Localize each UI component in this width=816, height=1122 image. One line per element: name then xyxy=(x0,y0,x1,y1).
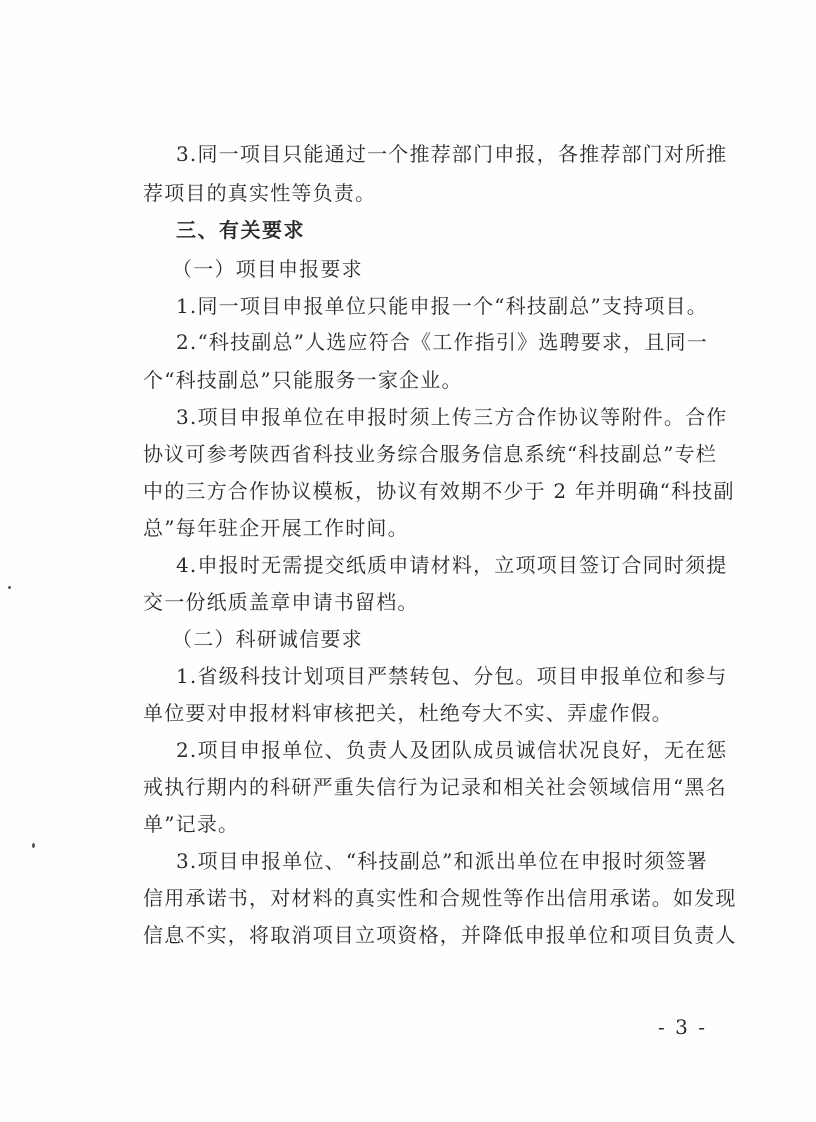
paragraph-line: 信息不实，将取消项目立项资格，并降低申报单位和项目负责人 xyxy=(143,923,737,947)
paragraph-line: 个“科技副总”只能服务一家企业。 xyxy=(143,368,463,392)
paragraph-line: 4.申报时无需提交纸质申请材料，立项项目签订合同时须提 xyxy=(176,553,728,577)
subsection-heading: （二）科研诚信要求 xyxy=(172,627,363,651)
paragraph-line: 荐项目的真实性等负责。 xyxy=(143,181,377,205)
subsection-heading: （一）项目申报要求 xyxy=(172,257,363,281)
paragraph-line: 3.项目申报单位在申报时须上传三方合作协议等附件。合作 xyxy=(176,405,728,429)
paragraph-line: 交一份纸质盖章申请书留档。 xyxy=(143,590,419,614)
section-heading: 三、有关要求 xyxy=(176,218,305,242)
paragraph-line: 1.同一项目申报单位只能申报一个“科技副总”支持项目。 xyxy=(176,294,708,318)
paragraph-line: 戒执行期内的科研严重失信行为记录和相关社会领域信用“黑名 xyxy=(143,775,727,799)
paragraph-line: 3.项目申报单位、“科技副总”和派出单位在申报时须签署 xyxy=(176,849,708,873)
scan-speck xyxy=(8,586,11,589)
paragraph-line: 单位要对申报材料审核把关，杜绝夸大不实、弄虚作假。 xyxy=(143,701,673,725)
paragraph-line: 单”记录。 xyxy=(143,812,240,836)
paragraph-line: 2.项目申报单位、负责人及团队成员诚信状况良好，无在惩 xyxy=(176,738,728,762)
paragraph-line: 信用承诺书，对材料的真实性和合规性等作出信用承诺。如发现 xyxy=(143,886,737,910)
paragraph-line: 协议可参考陕西省科技业务综合服务信息系统“科技副总”专栏 xyxy=(143,442,718,466)
scan-speck xyxy=(32,843,35,848)
paragraph-line: 3.同一项目只能通过一个推荐部门申报，各推荐部门对所推 xyxy=(176,142,728,166)
page-number: - 3 - xyxy=(658,1015,707,1039)
paragraph-line: 总”每年驻企开展工作时间。 xyxy=(143,516,409,540)
paragraph-line: 中的三方合作协议模板，协议有效期不少于 2 年并明确“科技副 xyxy=(143,479,735,503)
paragraph-line: 2.“科技副总”人选应符合《工作指引》选聘要求，且同一 xyxy=(176,330,708,354)
paragraph-line: 1.省级科技计划项目严禁转包、分包。项目申报单位和参与 xyxy=(176,664,728,688)
